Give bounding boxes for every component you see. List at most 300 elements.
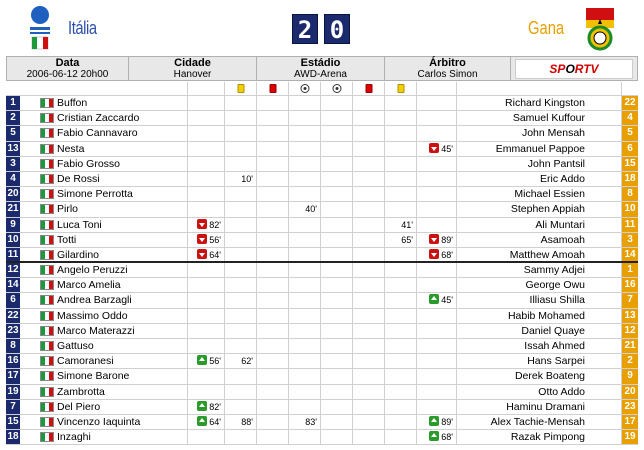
home-player-cell[interactable] xyxy=(21,202,188,216)
event-cell xyxy=(289,172,321,186)
referee-value: Carlos Simon xyxy=(417,69,478,80)
event-cell xyxy=(257,415,289,429)
ghana-federation-logo xyxy=(580,4,620,52)
table-row xyxy=(6,157,638,172)
event-cell xyxy=(321,202,353,216)
event-cell xyxy=(188,172,225,186)
event-cell xyxy=(353,430,385,444)
event-cell xyxy=(353,111,385,125)
table-row xyxy=(6,233,638,248)
home-shirt-number: 1 xyxy=(6,96,21,110)
away-shirt-number: 16 xyxy=(622,278,638,292)
event-cell xyxy=(225,233,257,247)
table-row xyxy=(6,218,638,233)
away-player-cell[interactable] xyxy=(457,126,622,140)
home-shirt-number: 6 xyxy=(6,293,21,307)
header-col-yellow-away xyxy=(385,82,417,95)
home-player-cell[interactable] xyxy=(21,172,188,186)
away-player-cell[interactable] xyxy=(457,339,622,353)
event-cell xyxy=(417,248,457,261)
away-player-cell[interactable] xyxy=(457,369,622,383)
event-cell xyxy=(188,202,225,216)
event-cell xyxy=(225,430,257,444)
event-cell xyxy=(225,354,257,368)
home-player-name: Simone Barone xyxy=(57,370,130,383)
away-shirt-number: 12 xyxy=(622,324,638,338)
away-shirt-number: 15 xyxy=(622,157,638,171)
event-cell xyxy=(321,400,353,414)
italy-flag-icon xyxy=(40,402,54,412)
event-cell xyxy=(225,202,257,216)
table-row xyxy=(6,339,638,354)
home-shirt-number: 16 xyxy=(6,354,21,368)
home-shirt-number: 12 xyxy=(6,263,21,277)
italy-flag-icon xyxy=(40,341,54,351)
event-cell xyxy=(353,400,385,414)
ball-icon xyxy=(300,84,309,93)
event-cell xyxy=(385,142,417,156)
away-player-cell[interactable] xyxy=(457,142,622,156)
table-row xyxy=(6,309,638,324)
home-player-cell[interactable] xyxy=(21,218,188,232)
event-cell xyxy=(257,233,289,247)
event-cell xyxy=(417,369,457,383)
event-cell xyxy=(353,248,385,261)
event-cell xyxy=(321,142,353,156)
header-col-yellow-home xyxy=(225,82,257,95)
home-player-cell[interactable] xyxy=(21,96,188,110)
event-cell xyxy=(257,218,289,232)
away-player-cell[interactable] xyxy=(457,430,622,444)
sportv-logo[interactable] xyxy=(515,59,633,79)
away-player-cell[interactable] xyxy=(457,233,622,247)
event-cell xyxy=(353,172,385,186)
event-cell xyxy=(289,142,321,156)
event-minute: 83' xyxy=(305,416,317,427)
away-shirt-number: 8 xyxy=(622,187,638,201)
home-shirt-number: 19 xyxy=(6,385,21,399)
table-row xyxy=(6,324,638,339)
table-row xyxy=(6,278,638,293)
sub-out-icon xyxy=(429,234,439,244)
event-cell xyxy=(188,126,225,140)
sub-in-icon xyxy=(429,416,439,426)
event-cell xyxy=(188,187,225,201)
lineup-table xyxy=(6,82,638,445)
event-minute: 10' xyxy=(241,173,253,184)
event-cell xyxy=(385,430,417,444)
away-player-cell[interactable] xyxy=(457,324,622,338)
event-cell xyxy=(188,293,225,307)
date-value: 2006-06-12 20h00 xyxy=(26,69,109,80)
italy-flag-icon xyxy=(40,128,54,138)
table-row xyxy=(6,369,638,384)
away-shirt-number: 4 xyxy=(622,111,638,125)
event-cell xyxy=(257,354,289,368)
away-player-name: Samuel Kuffour xyxy=(512,112,585,125)
event-cell xyxy=(225,339,257,353)
italy-flag-icon xyxy=(40,311,54,321)
home-player-name: Marco Materazzi xyxy=(57,324,135,337)
event-cell xyxy=(289,430,321,444)
away-player-cell[interactable] xyxy=(457,309,622,323)
away-player-cell[interactable] xyxy=(457,354,622,368)
event-cell xyxy=(257,339,289,353)
event-cell xyxy=(225,142,257,156)
header-spacer xyxy=(21,82,188,95)
italy-flag-icon xyxy=(40,204,54,214)
home-shirt-number: 17 xyxy=(6,369,21,383)
event-cell xyxy=(417,187,457,201)
event-cell xyxy=(385,248,417,261)
event-cell xyxy=(225,293,257,307)
home-score: 2 xyxy=(292,14,318,44)
away-player-cell[interactable] xyxy=(457,293,622,307)
away-shirt-number: 18 xyxy=(622,172,638,186)
event-minute: 56' xyxy=(209,234,221,245)
event-cell xyxy=(385,400,417,414)
event-cell xyxy=(385,263,417,277)
away-shirt-number: 10 xyxy=(622,202,638,216)
stadium-value: AWD-Arena xyxy=(294,69,347,80)
away-player-cell[interactable] xyxy=(457,96,622,110)
yellow-card-icon xyxy=(397,84,404,93)
away-shirt-number: 21 xyxy=(622,339,638,353)
event-cell xyxy=(225,309,257,323)
away-shirt-number: 5 xyxy=(622,126,638,140)
home-player-cell[interactable] xyxy=(21,354,188,368)
italy-flag-icon xyxy=(40,174,54,184)
event-cell xyxy=(257,142,289,156)
event-cell xyxy=(321,248,353,261)
home-shirt-number: 14 xyxy=(6,278,21,292)
away-player-cell[interactable] xyxy=(457,263,622,277)
event-cell xyxy=(353,385,385,399)
italy-flag-icon xyxy=(40,159,54,169)
date-cell xyxy=(7,57,129,80)
event-cell xyxy=(257,369,289,383)
away-player-name: Michael Essien xyxy=(514,188,585,201)
home-player-name: Zambrotta xyxy=(57,385,105,398)
event-cell xyxy=(321,309,353,323)
home-shirt-number: 21 xyxy=(6,202,21,216)
event-cell xyxy=(353,263,385,277)
event-cell xyxy=(225,111,257,125)
event-cell xyxy=(289,111,321,125)
away-player-name: Derek Boateng xyxy=(514,370,585,383)
red-card-icon xyxy=(365,84,372,93)
home-player-name: Cristian Zaccardo xyxy=(57,112,140,125)
home-player-cell[interactable] xyxy=(21,263,188,277)
event-cell xyxy=(188,385,225,399)
event-cell xyxy=(257,309,289,323)
event-minute: 41' xyxy=(401,219,413,230)
home-player-cell[interactable] xyxy=(21,339,188,353)
event-minute: 82' xyxy=(209,401,221,412)
sportv-logo-part-b: O xyxy=(565,62,575,76)
home-shirt-number: 13 xyxy=(6,142,21,156)
away-shirt-number: 19 xyxy=(622,430,638,444)
event-cell xyxy=(353,293,385,307)
sportv-logo-part-a: SP xyxy=(549,62,566,76)
event-minute: 89' xyxy=(441,234,453,245)
home-player-cell[interactable] xyxy=(21,111,188,125)
away-player-cell[interactable] xyxy=(457,415,622,429)
city-cell xyxy=(129,57,257,80)
match-header xyxy=(0,0,644,56)
event-cell xyxy=(353,339,385,353)
away-player-name: Sammy Adjei xyxy=(523,264,585,277)
away-player-cell[interactable] xyxy=(457,172,622,186)
event-minute: 64' xyxy=(209,416,221,427)
sub-out-icon xyxy=(429,249,439,259)
event-cell xyxy=(353,157,385,171)
away-player-name: Otto Addo xyxy=(538,385,585,398)
event-cell xyxy=(225,157,257,171)
away-player-cell[interactable] xyxy=(457,202,622,216)
header-col-sub-away xyxy=(417,82,457,95)
sub-out-icon xyxy=(429,143,439,153)
away-player-name: George Owu xyxy=(525,279,585,292)
event-cell xyxy=(257,385,289,399)
event-cell xyxy=(417,263,457,277)
home-player-cell[interactable] xyxy=(21,278,188,292)
home-player-name: Nesta xyxy=(57,142,85,155)
event-cell xyxy=(417,400,457,414)
event-minute: 68' xyxy=(441,249,453,260)
italy-flag-icon xyxy=(40,265,54,275)
italy-flag-icon xyxy=(40,98,54,108)
italy-flag-icon xyxy=(40,235,54,245)
event-cell xyxy=(385,324,417,338)
event-cell xyxy=(417,293,457,307)
event-cell xyxy=(289,202,321,216)
away-player-name: John Mensah xyxy=(521,127,585,140)
stadium-cell xyxy=(257,57,385,80)
event-cell xyxy=(417,142,457,156)
away-player-name: Matthew Amoah xyxy=(509,248,585,261)
home-shirt-number: 7 xyxy=(6,400,21,414)
event-cell xyxy=(257,293,289,307)
referee-label: Árbitro xyxy=(429,57,466,69)
event-minute: 88' xyxy=(241,416,253,427)
event-cell xyxy=(321,172,353,186)
event-cell xyxy=(353,415,385,429)
event-cell xyxy=(188,430,225,444)
home-player-cell[interactable] xyxy=(21,142,188,156)
away-player-name: Emmanuel Pappoe xyxy=(495,142,585,155)
event-cell xyxy=(417,430,457,444)
event-cell xyxy=(289,263,321,277)
home-shirt-number: 15 xyxy=(6,415,21,429)
home-player-cell[interactable] xyxy=(21,369,188,383)
event-cell xyxy=(188,248,225,261)
home-player-cell[interactable] xyxy=(21,293,188,307)
event-cell xyxy=(417,339,457,353)
event-cell xyxy=(289,354,321,368)
event-cell xyxy=(417,415,457,429)
event-cell xyxy=(188,111,225,125)
event-cell xyxy=(417,111,457,125)
home-player-cell[interactable] xyxy=(21,233,188,247)
away-player-cell[interactable] xyxy=(457,218,622,232)
home-player-name: Totti xyxy=(57,233,77,246)
event-cell xyxy=(188,369,225,383)
event-cell xyxy=(353,309,385,323)
away-player-cell[interactable] xyxy=(457,248,622,261)
away-player-cell[interactable] xyxy=(457,278,622,292)
away-shirt-number: 9 xyxy=(622,369,638,383)
away-player-name: Razak Pimpong xyxy=(510,431,585,444)
event-cell xyxy=(289,293,321,307)
table-row xyxy=(6,142,638,157)
event-cell xyxy=(321,278,353,292)
away-player-name: Illiasu Shilla xyxy=(529,294,585,307)
header-col-goal-away xyxy=(321,82,353,95)
table-row xyxy=(6,172,638,187)
home-shirt-number: 8 xyxy=(6,339,21,353)
event-cell xyxy=(225,324,257,338)
home-shirt-number: 3 xyxy=(6,157,21,171)
event-cell xyxy=(257,126,289,140)
away-player-name: Asamoah xyxy=(540,233,585,246)
event-cell xyxy=(225,187,257,201)
event-minute: 64' xyxy=(209,249,221,260)
home-shirt-number: 2 xyxy=(6,111,21,125)
home-player-cell[interactable] xyxy=(21,430,188,444)
away-shirt-number: 11 xyxy=(622,218,638,232)
away-player-name: Ali Muntari xyxy=(535,218,585,231)
event-minute: 62' xyxy=(241,356,253,367)
home-shirt-number: 11 xyxy=(6,248,21,261)
away-player-cell[interactable] xyxy=(457,400,622,414)
event-cell xyxy=(385,157,417,171)
away-score: 0 xyxy=(324,14,350,44)
event-cell xyxy=(353,142,385,156)
event-cell xyxy=(417,172,457,186)
home-player-name: Andrea Barzagli xyxy=(57,294,132,307)
away-player-cell[interactable] xyxy=(457,385,622,399)
away-shirt-number: 6 xyxy=(622,142,638,156)
away-player-name: Alex Tachie-Mensah xyxy=(490,415,585,428)
red-card-icon xyxy=(269,84,276,93)
event-cell xyxy=(225,218,257,232)
event-cell xyxy=(257,157,289,171)
table-row xyxy=(6,385,638,400)
event-cell xyxy=(385,111,417,125)
home-player-cell[interactable] xyxy=(21,400,188,414)
event-cell xyxy=(289,369,321,383)
event-cell xyxy=(353,187,385,201)
event-cell xyxy=(385,385,417,399)
event-cell xyxy=(385,218,417,232)
home-shirt-number: 9 xyxy=(6,218,21,232)
event-cell xyxy=(188,354,225,368)
home-player-name: Luca Toni xyxy=(57,218,102,231)
table-row xyxy=(6,354,638,369)
event-cell xyxy=(321,233,353,247)
away-player-name: Daniel Quaye xyxy=(521,324,585,337)
table-row xyxy=(6,293,638,308)
italy-flag-icon xyxy=(40,356,54,366)
event-minute: 45' xyxy=(441,295,453,306)
away-player-cell[interactable] xyxy=(457,187,622,201)
event-cell xyxy=(417,309,457,323)
event-cell xyxy=(188,415,225,429)
home-player-cell[interactable] xyxy=(21,415,188,429)
event-cell xyxy=(353,233,385,247)
italy-flag-icon xyxy=(40,113,54,123)
event-cell xyxy=(321,385,353,399)
event-cell xyxy=(289,415,321,429)
event-cell xyxy=(353,278,385,292)
sub-out-icon xyxy=(197,234,207,244)
sub-in-icon xyxy=(197,401,207,411)
table-row xyxy=(6,415,638,430)
event-cell xyxy=(257,96,289,110)
event-cell xyxy=(188,324,225,338)
away-player-cell[interactable] xyxy=(457,111,622,125)
event-cell xyxy=(417,324,457,338)
event-cell xyxy=(385,278,417,292)
table-row xyxy=(6,96,638,111)
home-player-cell[interactable] xyxy=(21,309,188,323)
home-player-cell[interactable] xyxy=(21,385,188,399)
event-cell xyxy=(321,369,353,383)
yellow-card-icon xyxy=(237,84,244,93)
event-cell xyxy=(321,263,353,277)
away-player-cell[interactable] xyxy=(457,157,622,171)
sub-in-icon xyxy=(197,355,207,365)
event-cell xyxy=(225,126,257,140)
event-cell xyxy=(321,339,353,353)
away-player-name: Stephen Appiah xyxy=(510,203,585,216)
home-shirt-number: 22 xyxy=(6,309,21,323)
home-player-name: Massimo Oddo xyxy=(57,309,128,322)
home-player-cell[interactable] xyxy=(21,187,188,201)
away-player-name: Eric Addo xyxy=(540,172,585,185)
home-player-cell[interactable] xyxy=(21,126,188,140)
home-player-name: Del Piero xyxy=(57,400,101,413)
event-minute: 45' xyxy=(441,143,453,154)
event-cell xyxy=(188,142,225,156)
event-cell xyxy=(257,172,289,186)
event-cell xyxy=(353,202,385,216)
event-cell xyxy=(321,293,353,307)
home-player-name: Vincenzo Iaquinta xyxy=(57,415,141,428)
event-cell xyxy=(353,96,385,110)
italy-flag-icon xyxy=(40,144,54,154)
away-shirt-number: 2 xyxy=(622,354,638,368)
home-player-cell[interactable] xyxy=(21,157,188,171)
event-cell xyxy=(257,400,289,414)
event-minute: 65' xyxy=(401,234,413,245)
event-cell xyxy=(225,248,257,261)
event-cell xyxy=(385,354,417,368)
event-cell xyxy=(188,218,225,232)
event-cell xyxy=(417,157,457,171)
away-player-name: Hans Sarpei xyxy=(527,355,585,368)
header-col-sub-home xyxy=(188,82,225,95)
event-cell xyxy=(289,324,321,338)
match-info-bar xyxy=(6,56,638,81)
event-cell xyxy=(257,187,289,201)
event-cell xyxy=(321,430,353,444)
home-player-cell[interactable] xyxy=(21,324,188,338)
home-team-name: Itália xyxy=(68,18,97,38)
home-player-name: Gilardino xyxy=(57,248,100,261)
home-player-cell[interactable] xyxy=(21,248,188,261)
